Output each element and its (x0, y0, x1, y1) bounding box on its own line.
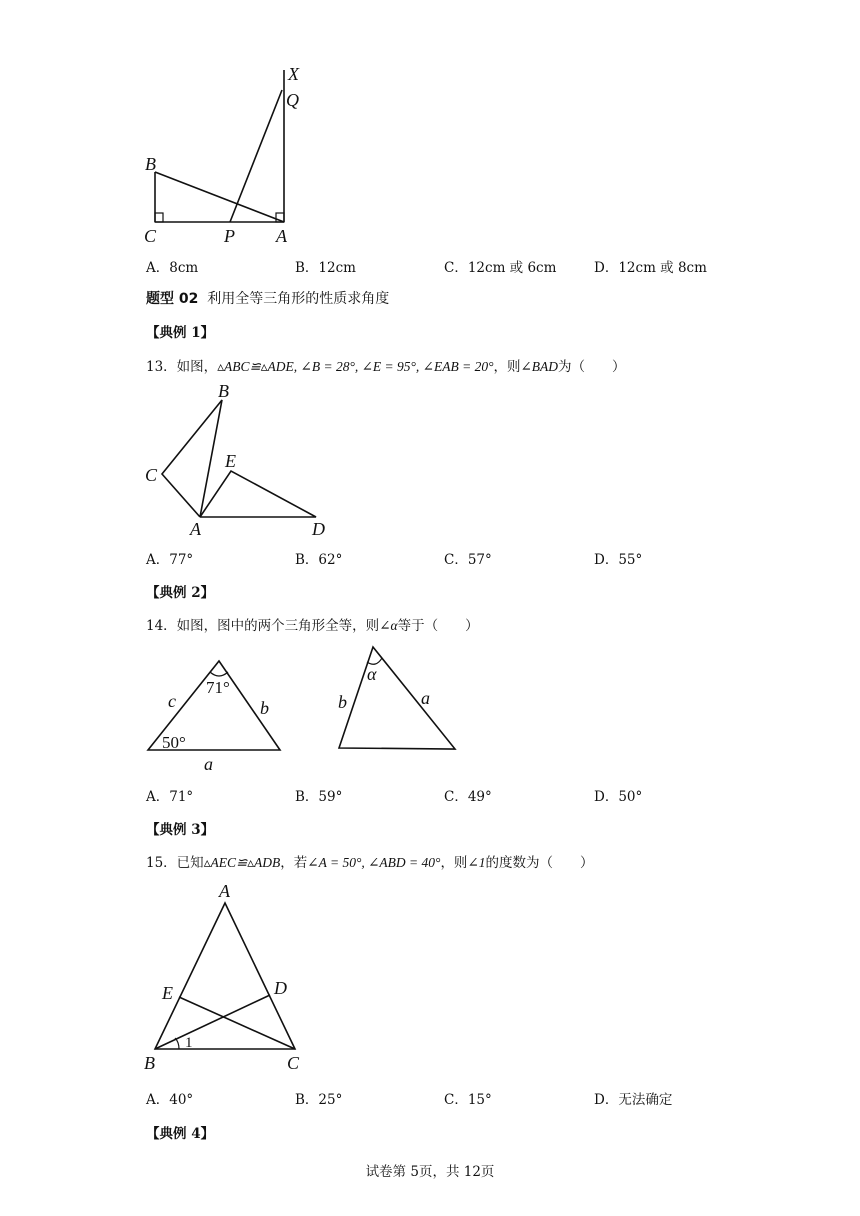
label-E: E (225, 451, 236, 471)
section-title: 利用全等三角形的性质求角度 (207, 291, 390, 307)
q15-math: ▵AEC≌▵ADB (203, 855, 281, 870)
q12-option-d: D．12cm 或 8cm (594, 260, 707, 276)
label-C: C (145, 465, 158, 485)
q13-option-d: D．55° (594, 552, 643, 568)
example-2-tag: 【典例 2】 (146, 585, 215, 601)
label-P: P (224, 226, 235, 246)
q13-suffix: 为（ ） (558, 359, 626, 375)
right-side-b: b (338, 692, 347, 712)
right-angle-alpha: α (367, 664, 377, 684)
q15-option-b: B．25° (295, 1092, 343, 1108)
q12-option-b: B．12cm (295, 260, 356, 276)
section-label: 题型 02 (146, 291, 199, 307)
q15-option-c: C．15° (444, 1092, 492, 1108)
q13-option-c: C．57° (444, 552, 492, 568)
label-D: D (274, 978, 287, 998)
q13-math2: ∠BAD (520, 359, 559, 374)
q14-math: ∠α (379, 618, 398, 633)
question-14 (146, 614, 479, 634)
left-angle-left: 50° (162, 733, 186, 752)
q13-option-a: A．77° (146, 552, 194, 568)
label-C: C (287, 1053, 300, 1073)
label-A: A (219, 881, 230, 901)
section-heading (146, 288, 389, 308)
left-side-b: b (260, 698, 269, 718)
figure-q12 (130, 60, 330, 250)
label-X: X (288, 64, 299, 84)
label-angle-1: 1 (185, 1035, 193, 1051)
q15-suffix: 的度数为（ ） (485, 855, 594, 871)
q12-option-a: A．8cm (146, 260, 199, 276)
label-C: C (144, 226, 157, 246)
figure-q14 (140, 640, 470, 775)
q14-option-a: A．71° (146, 789, 194, 805)
right-side-a: a (421, 688, 430, 708)
q14-option-b: B．59° (295, 789, 343, 805)
label-A: A (190, 519, 201, 539)
left-side-c: c (168, 691, 176, 711)
example-4-tag: 【典例 4】 (146, 1126, 215, 1142)
label-B: B (218, 381, 229, 401)
q13-mid: ，则 (493, 359, 521, 375)
q12-option-c: C．12cm 或 6cm (444, 260, 557, 276)
figure-q13 (140, 378, 350, 543)
q14-suffix: 等于（ ） (397, 618, 479, 634)
q15-math3: ∠1 (467, 855, 486, 870)
q14-option-d: D．50° (594, 789, 643, 805)
page-footer: 试卷第 5页，共 12页 (365, 1164, 495, 1180)
q13-prefix: 13．如图， (146, 359, 218, 375)
left-angle-top: 71° (206, 678, 230, 697)
q13-option-b: B．62° (295, 552, 343, 568)
question-13 (146, 355, 626, 375)
label-Q: Q (286, 90, 299, 110)
label-B: B (145, 154, 156, 174)
q15-math2: ∠A = 50°, ∠ABD = 40° (307, 855, 441, 870)
figure-q15 (140, 878, 320, 1078)
label-A: A (276, 226, 287, 246)
example-1-tag: 【典例 1】 (146, 325, 215, 341)
q15-prefix: 15．已知 (146, 855, 204, 871)
label-E: E (162, 983, 173, 1003)
q15-option-a: A．40° (146, 1092, 194, 1108)
q15-mid2: ，则 (440, 855, 468, 871)
q14-prefix: 14．如图，图中的两个三角形全等，则 (146, 618, 380, 634)
q15-option-d: D．无法确定 (594, 1092, 673, 1108)
q15-mid: ，若 (280, 855, 308, 871)
question-15 (146, 851, 594, 871)
label-D: D (312, 519, 325, 539)
q14-option-c: C．49° (444, 789, 492, 805)
label-B: B (144, 1053, 155, 1073)
left-side-a: a (204, 754, 213, 774)
q13-math: ▵ABC≌▵ADE, ∠B = 28°, ∠E = 95°, ∠EAB = 20° (217, 359, 494, 374)
example-3-tag: 【典例 3】 (146, 822, 215, 838)
